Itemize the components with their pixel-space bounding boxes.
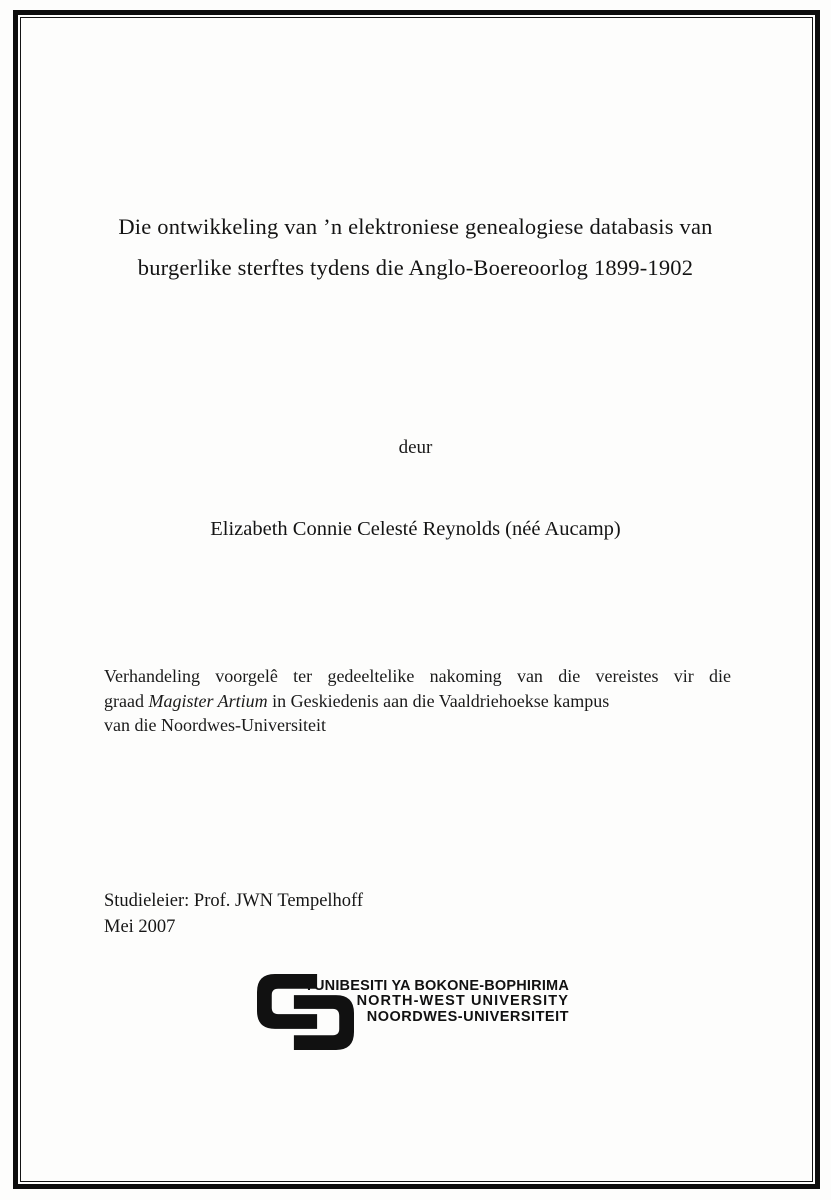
supervisor-block bbox=[104, 889, 363, 940]
byline-deur: deur bbox=[398, 437, 433, 458]
declaration-line3: van die Noordwes-Universiteit bbox=[104, 715, 326, 735]
declaration-line1: Verhandeling voorgelê ter gedeeltelike nakoming van die vereistes vir die bbox=[104, 666, 731, 686]
degree-declaration bbox=[104, 664, 731, 738]
declaration-line2-pre: graad bbox=[104, 690, 149, 711]
university-name-english: NORTH-WEST UNIVERSITY bbox=[356, 993, 569, 1010]
date-line: Mei 2007 bbox=[104, 916, 176, 937]
author-name: Elizabeth Connie Celesté Reynolds (néé Aucamp) bbox=[210, 518, 621, 540]
degree-name: Magister Artium bbox=[148, 690, 268, 711]
supervisor-line: Studieleier: Prof. JWN Tempelhoff bbox=[104, 891, 364, 911]
thesis-title-line2: burgerlike sterftes tydens die Anglo-Boereoorlog 1899-1902 bbox=[137, 255, 694, 280]
declaration-line2-post: in Geskiedenis aan die Vaaldriehoekse kampus bbox=[267, 690, 610, 711]
university-name-setswana: YUNIBESITI YA BOKONE-BOPHIRIMA bbox=[304, 978, 569, 994]
thesis-title-line1: Die ontwikkeling van ’n elektroniese genealogiese databasis van bbox=[118, 214, 713, 239]
thesis-title bbox=[50, 206, 781, 288]
university-wordmark bbox=[304, 979, 569, 1025]
declaration-line2 bbox=[104, 689, 731, 714]
university-name-afrikaans: NOORDWES-UNIVERSITEIT bbox=[366, 1008, 569, 1025]
